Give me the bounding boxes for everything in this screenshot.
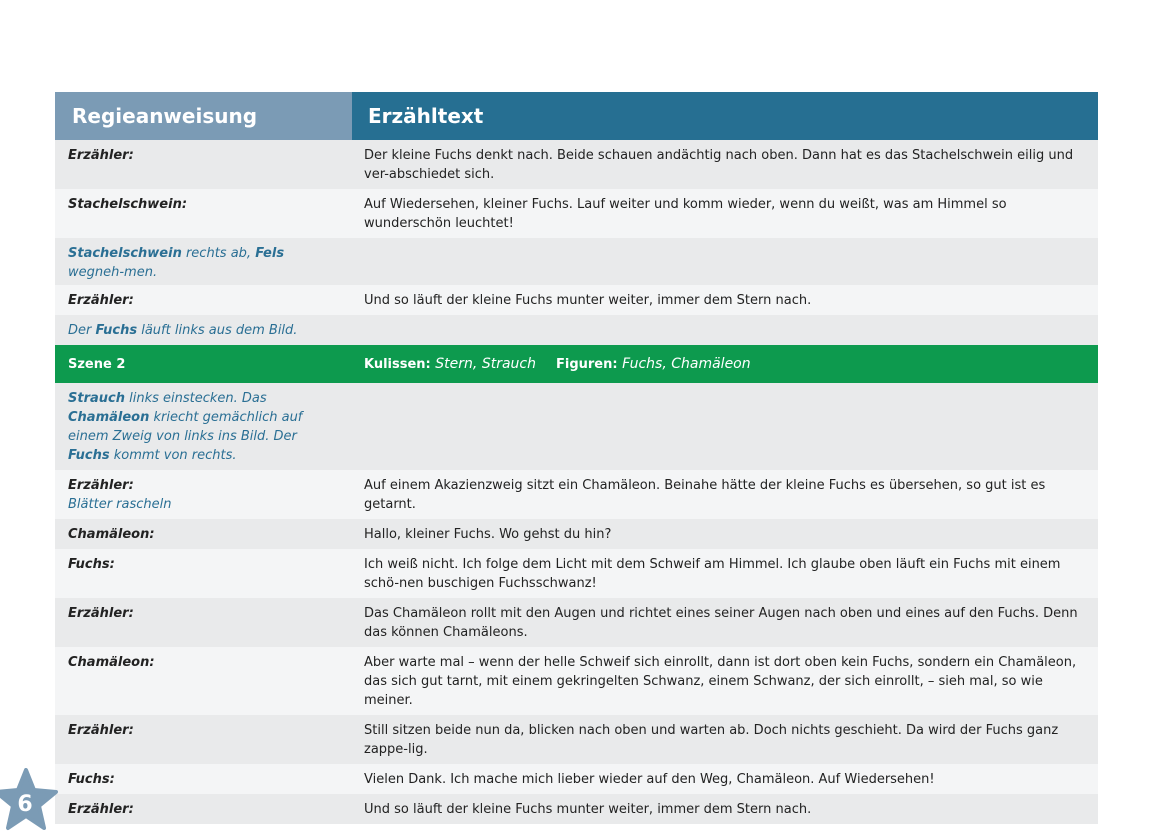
narrative-text: Still sitzen beide nun da, blicken nach oben und warten ab. Doch nichts geschieht. Da wird der Fuchs ganz zappe-lig. (364, 723, 1059, 757)
table-row (55, 383, 1098, 470)
table-row (55, 715, 1098, 764)
table-row (55, 285, 1098, 315)
header-erzaehltext: Erzähltext (352, 92, 1098, 140)
figuren-label: Figuren: (555, 356, 618, 372)
scene-title: Szene 2 (68, 356, 126, 372)
narrative-text: Ich weiß nicht. Ich folge dem Licht mit dem Schweif am Himmel. Ich glaube oben läuft ein Fuchs mit einem schö-nen buschigen Fuchsschwanz! (364, 557, 1061, 591)
narrative-text: Vielen Dank. Ich mache mich lieber wieder auf den Weg, Chamäleon. Auf Wiedersehen! (364, 772, 935, 787)
table-row (55, 549, 1098, 598)
speaker-label: Erzähler: (68, 606, 134, 621)
header-regieanweisung: Regieanweisung (55, 92, 352, 140)
page-number: 6 (17, 792, 33, 817)
speaker-label: Fuchs: (68, 772, 115, 787)
narrative-text: Auf einem Akazienzweig sitzt ein Chamäleon. Beinahe hätte der kleine Fuchs es übersehen, so gut ist es getarnt. (364, 478, 1046, 512)
table-row (55, 140, 1098, 189)
narrative-text: Und so läuft der kleine Fuchs munter weiter, immer dem Stern nach. (364, 802, 812, 817)
speaker-label: Erzähler: (68, 802, 134, 817)
speaker-label: Erzähler: (68, 148, 134, 163)
stage-direction: Der Fuchs läuft links aus dem Bild. (68, 323, 298, 338)
table-header (55, 92, 1098, 140)
table-row (55, 238, 1098, 285)
table-row (55, 519, 1098, 549)
narrative-text: Der kleine Fuchs denkt nach. Beide schauen andächtig nach oben. Dann hat es das Stachelschwein eilig und ver-abschiedet sich. (364, 148, 1074, 182)
speaker-label: Chamäleon: (68, 527, 155, 542)
table-row (55, 764, 1098, 794)
speaker-label: Erzähler: (68, 723, 134, 738)
stage-direction: Stachelschwein rechts ab, Fels wegneh-men. (68, 246, 285, 280)
speaker-label: Fuchs: (68, 557, 115, 572)
speaker-label: Erzähler: (68, 478, 134, 493)
narrative-text: Auf Wiedersehen, kleiner Fuchs. Lauf weiter und komm wieder, wenn du weißt, was am Himmel so wunderschön leuchtet! (364, 197, 1007, 231)
stage-note: Blätter rascheln (68, 497, 172, 512)
narrative-text: Und so läuft der kleine Fuchs munter weiter, immer dem Stern nach. (364, 293, 812, 308)
scene-bar (55, 345, 1098, 383)
narrative-text: Aber warte mal – wenn der helle Schweif sich einrollt, dann ist dort oben kein Fuchs, sondern ein Chamäleon, das sich gut tarnt, mit einem gekringelten Schwanz, einem Schwanz, der sich einrollt, – sieh mal, so wie meiner. (364, 655, 1077, 708)
kulissen-label: Kulissen: (364, 356, 431, 372)
scene-details (352, 345, 1098, 383)
figuren-value: Fuchs, Chamäleon (622, 356, 751, 372)
table-row (55, 794, 1098, 824)
narrative-text: Hallo, kleiner Fuchs. Wo gehst du hin? (364, 527, 612, 542)
table-row (55, 315, 1098, 345)
narrative-text: Das Chamäleon rollt mit den Augen und richtet eines seiner Augen nach oben und eines auf den Fuchs. Denn das können Chamäleons. (364, 606, 1078, 640)
stage-direction: Strauch links einstecken. Das Chamäleon kriecht gemächlich auf einem Zweig von links ins Bild. Der Fuchs kommt von rechts. (68, 391, 303, 463)
kulissen-value: Stern, Strauch (435, 356, 536, 372)
table-row (55, 189, 1098, 238)
table-row (55, 470, 1098, 519)
table-row (55, 647, 1098, 715)
speaker-label: Stachelschwein: (68, 197, 188, 212)
table-row (55, 598, 1098, 647)
script-table (55, 92, 1098, 824)
speaker-label: Chamäleon: (68, 655, 155, 670)
speaker-label: Erzähler: (68, 293, 134, 308)
